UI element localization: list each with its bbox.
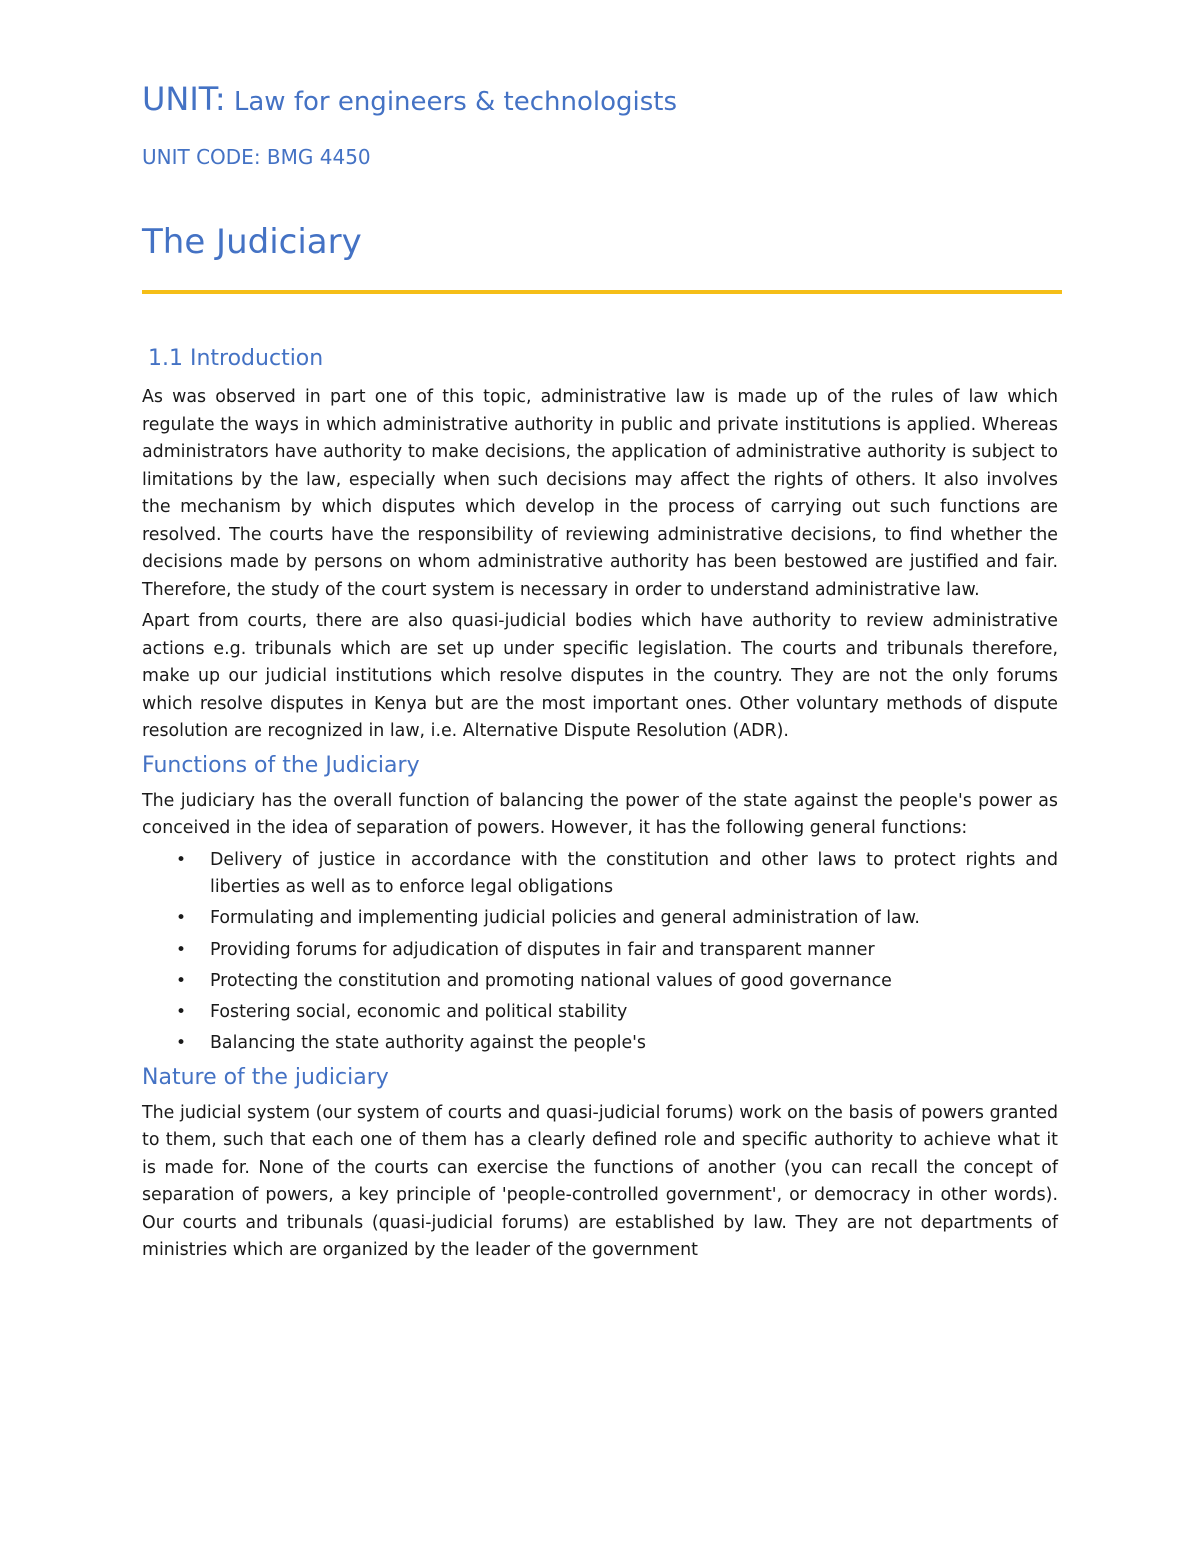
document-title: The Judiciary bbox=[142, 222, 362, 262]
bullet-icon: • bbox=[176, 1002, 187, 1023]
list-item-text: Balancing the state authority against the people's bbox=[210, 1033, 646, 1054]
functions-list bbox=[142, 847, 1058, 1058]
list-item bbox=[142, 999, 1058, 1027]
list-item bbox=[142, 847, 1058, 902]
list-item-text: Protecting the constitution and promoting national values of good governance bbox=[210, 970, 892, 991]
list-item bbox=[142, 1030, 1058, 1058]
nature-heading: Nature of the judiciary bbox=[142, 1064, 389, 1090]
unit-code: UNIT CODE: BMG 4450 bbox=[142, 145, 371, 169]
list-item-text: Fostering social, economic and political stability bbox=[210, 1002, 628, 1023]
bullet-icon: • bbox=[176, 908, 187, 929]
list-item bbox=[142, 968, 1058, 996]
list-item bbox=[142, 905, 1058, 933]
list-item-text: Delivery of justice in accordance with the constitution and other laws to protect rights and liberties as well as to enforce legal obligations bbox=[210, 849, 1058, 897]
bullet-icon: • bbox=[176, 939, 187, 960]
nature-paragraph: The judicial system (our system of courts and quasi-judicial forums) work on the basis of powers granted to them, such that each one of them has a clearly defined role and specific authority to achieve what it is made for. None of the courts can exercise the functions of another (you can recall the concept of separation of powers, a key principle of 'people-controlled government', or democracy in other words). Our courts and tribunals (quasi-judicial forums) are established by law. They are not departments of ministries which are organized by the leader of the government bbox=[142, 1102, 1058, 1261]
introduction-paragraph-2: Apart from courts, there are also quasi-judicial bodies which have authority to review administrative actions e.g. tribunals which are set up under specific legislation. The courts and tribunals therefore, make up our judicial institutions which resolve disputes in the country. They are not the only forums which resolve disputes in Kenya but are the most important ones. Other voluntary methods of dispute resolution are recognized in law, i.e. Alternative Dispute Resolution (ADR). bbox=[142, 611, 1058, 741]
bullet-icon: • bbox=[176, 849, 187, 870]
unit-heading bbox=[142, 80, 677, 118]
document-body bbox=[142, 344, 1058, 1269]
unit-prefix: UNIT: bbox=[142, 80, 226, 118]
list-item-text: Formulating and implementing judicial policies and general administration of law. bbox=[210, 908, 920, 929]
unit-title: Law for engineers & technologists bbox=[225, 87, 678, 117]
introduction-paragraph-1: As was observed in part one of this topic, administrative law is made up of the rules of law which regulate the ways in which administrative authority in public and private institutions is applied. Whereas administrators have authority to make decisions, the application of administrative authority is subject to limitations by the law, especially when such decisions may affect the rights of others. It also involves the mechanism by which disputes which develop in the process of carrying out such functions are resolved. The courts have the responsibility of reviewing administrative decisions, to find whether the decisions made by persons on whom administrative authority has been bestowed are justified and fair. Therefore, the study of the court system is necessary in order to understand administrative law. bbox=[142, 387, 1058, 600]
functions-heading: Functions of the Judiciary bbox=[142, 752, 420, 778]
title-divider bbox=[142, 290, 1062, 294]
bullet-icon: • bbox=[176, 970, 187, 991]
bullet-icon: • bbox=[176, 1033, 187, 1054]
list-item bbox=[142, 937, 1058, 965]
list-item-text: Providing forums for adjudication of disputes in fair and transparent manner bbox=[210, 939, 875, 960]
introduction-heading: 1.1 Introduction bbox=[148, 346, 324, 371]
functions-intro: The judiciary has the overall function of balancing the power of the state against the people's power as conceived in the idea of separation of powers. However, it has the following general functions: bbox=[142, 790, 1058, 838]
